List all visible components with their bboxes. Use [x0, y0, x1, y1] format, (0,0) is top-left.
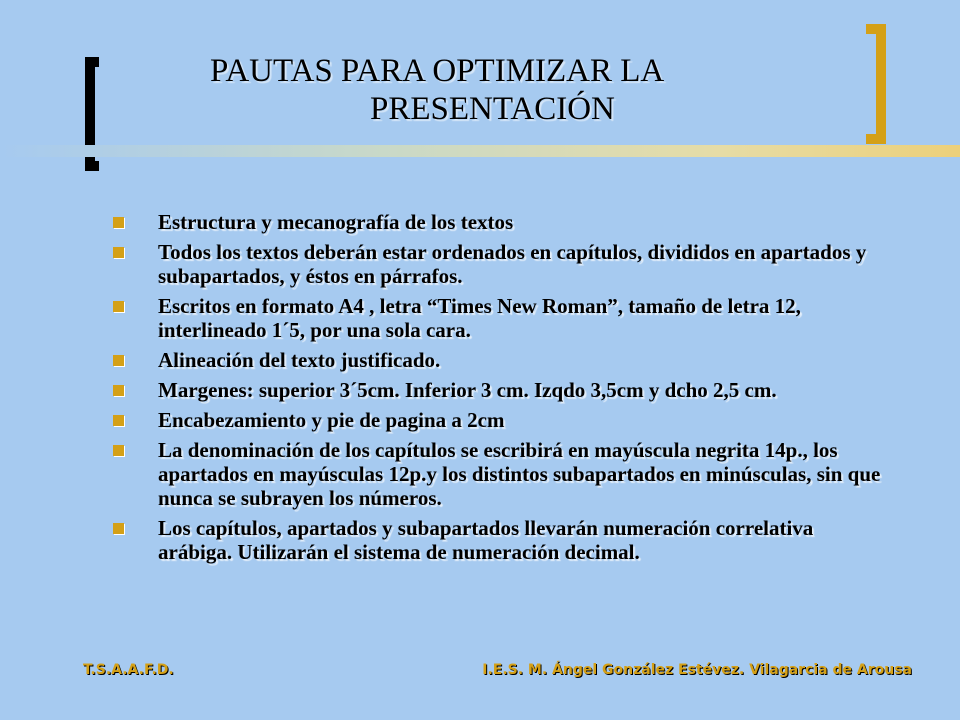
right-bracket-decoration [866, 24, 886, 144]
bullet-text: Alineación del texto justificado. [158, 348, 441, 372]
bullet-text: Margenes: superior 3´5cm. Inferior 3 cm. Izqdo 3,5cm y dcho 2,5 cm. [158, 378, 777, 402]
gradient-stripe [0, 145, 960, 157]
bullet-item [110, 516, 890, 564]
title-line-2: PRESENTACIÓN [370, 91, 615, 127]
bullet-text: La denominación de los capítulos se escribirá en mayúscula negrita 14p., los apartados en mayúsculas 12p.y los distintos subapartados en minúsculas, sin que nunca se subrayen los números. [158, 438, 881, 510]
square-bullet-icon [113, 415, 124, 426]
square-bullet-icon [113, 355, 124, 366]
bullet-item [110, 240, 890, 288]
footer-left-text: T.S.A.A.F.D. [83, 662, 174, 678]
bullet-text: Todos los textos deberán estar ordenados en capítulos, divididos en apartados y subapartados, y éstos en párrafos. [158, 240, 867, 288]
bullet-text: Estructura y mecanografía de los textos [158, 210, 514, 234]
bullet-item [110, 348, 890, 372]
square-bullet-icon [113, 247, 124, 258]
square-bullet-icon [113, 445, 124, 456]
bullet-text: Los capítulos, apartados y subapartados llevarán numeración correlativa arábiga. Utilizarán el sistema de numeración decimal. [158, 516, 814, 564]
bullet-text: Encabezamiento y pie de pagina a 2cm [158, 408, 505, 432]
bullet-item [110, 294, 890, 342]
square-bullet-icon [113, 301, 124, 312]
bullet-item [110, 210, 890, 234]
square-bullet-icon [113, 217, 124, 228]
slide-title [180, 52, 820, 128]
bullet-item [110, 408, 890, 432]
square-bullet-icon [113, 523, 124, 534]
title-line-1: PAUTAS PARA OPTIMIZAR LA [210, 53, 665, 89]
bullet-text: Escritos en formato A4 , letra “Times New Roman”, tamaño de letra 12, interlineado 1´5, por una sola cara. [158, 294, 801, 342]
bullet-item [110, 438, 890, 510]
square-bullet-icon [113, 385, 124, 396]
bullet-item [110, 378, 890, 402]
footer-right-text: I.E.S. M. Ángel González Estévez. Vilagarcia de Arousa [482, 662, 912, 678]
bullet-list [110, 210, 890, 570]
